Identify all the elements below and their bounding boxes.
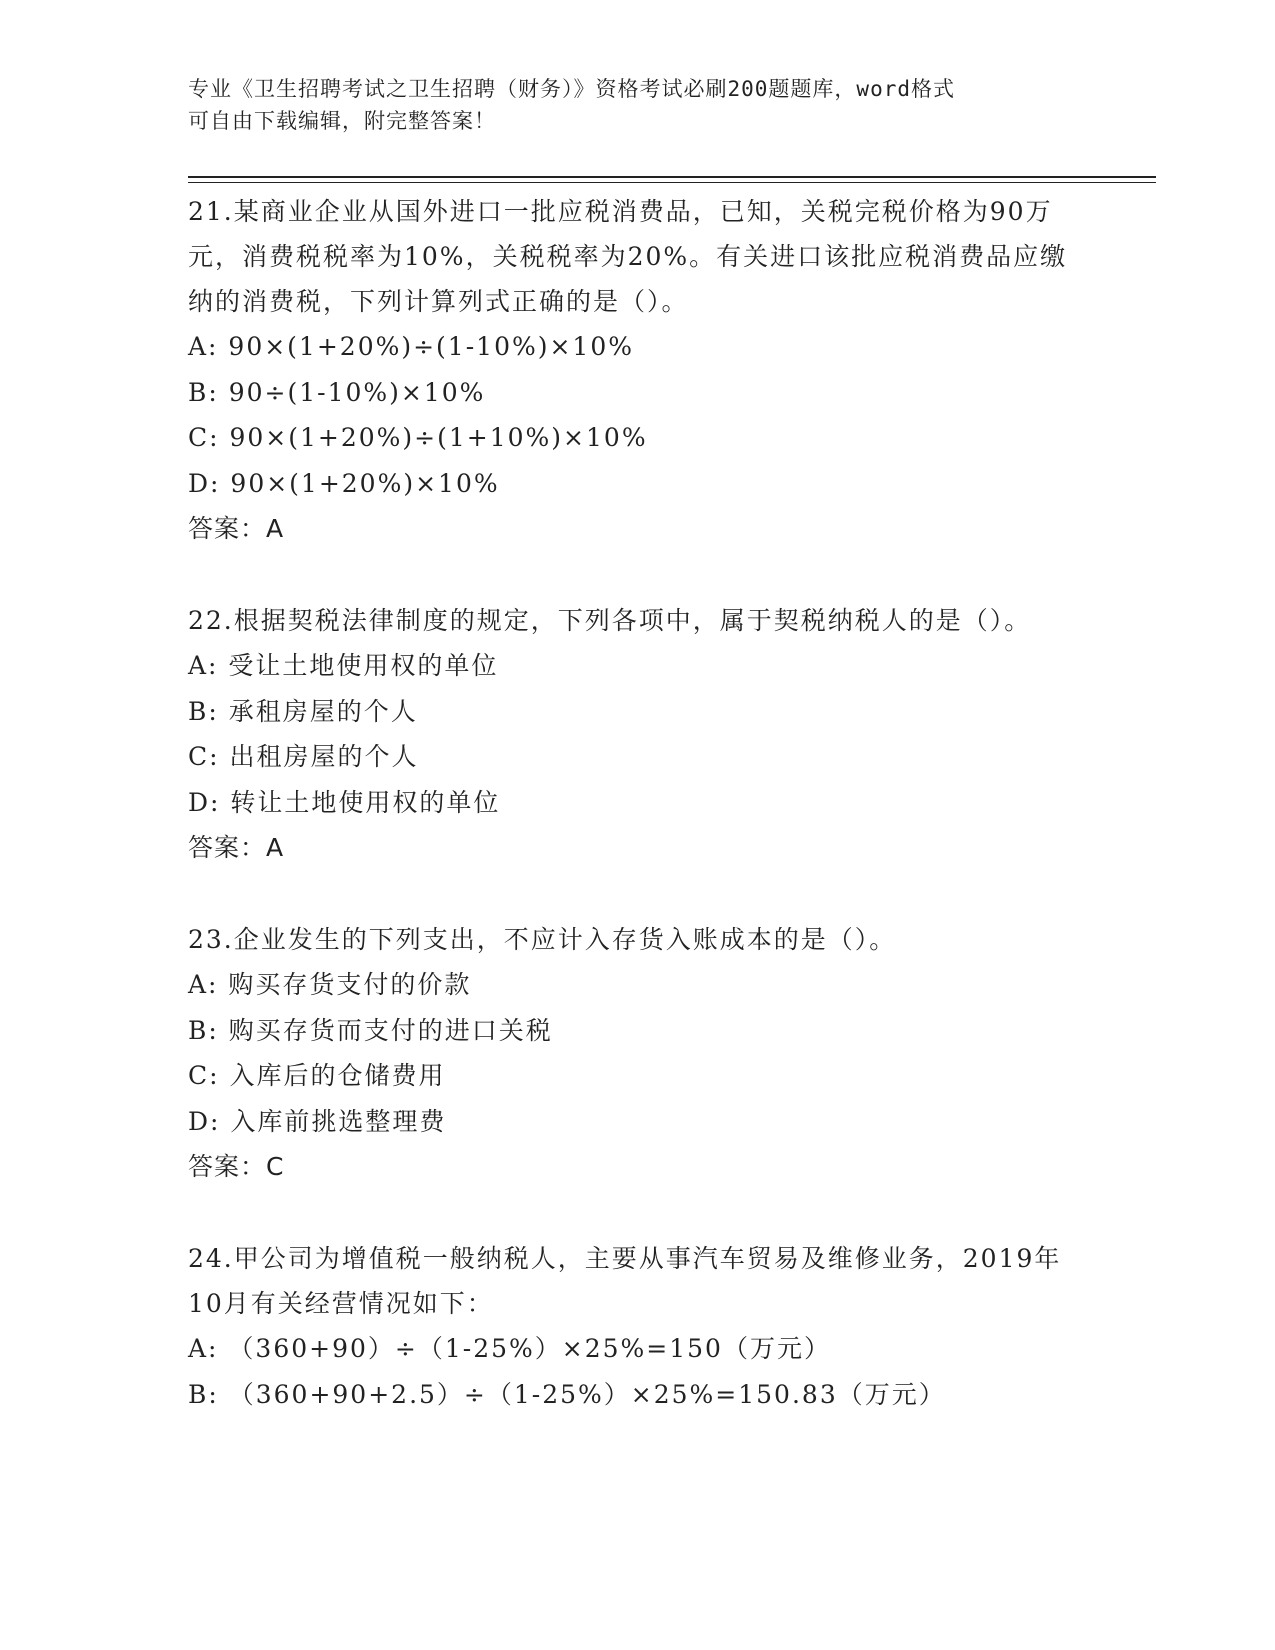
option-c: C: 90×(1+20%)÷(1+10%)×10% — [188, 423, 648, 452]
header-divider-thick — [188, 176, 1156, 178]
question-24 — [188, 1236, 1088, 1417]
question-list — [188, 189, 1088, 1463]
header-line-2: 可自由下载编辑，附完整答案！ — [188, 109, 496, 133]
option-d: D: 90×(1+20%)×10% — [188, 468, 500, 498]
question-text: 21.某商业企业从国外进口一批应税消费品，已知，关税完税价格为90万元，消费税税率为10%，关税税率为20%。有关进口该批应税消费品应缴纳的消费税，下列计算列式正确的是（）。 — [188, 197, 1068, 316]
header-divider-thin — [188, 182, 1156, 183]
option-c: C: 出租房屋的个人 — [188, 742, 419, 771]
answer: 答案：A — [188, 833, 285, 862]
option-b: B: 承租房屋的个人 — [188, 696, 418, 726]
option-b: B: 购买存货而支付的进口关税 — [188, 1015, 553, 1045]
option-d: D: 转让土地使用权的单位 — [188, 787, 501, 817]
question-text: 23.企业发生的下列支出，不应计入存货入账成本的是（）。 — [188, 925, 897, 954]
header-line-1: 专业《卫生招聘考试之卫生招聘（财务）》资格考试必刷200题题库，word格式 — [188, 77, 955, 101]
answer: 答案：A — [188, 514, 285, 543]
question-23 — [188, 917, 1088, 1190]
question-21 — [188, 189, 1088, 552]
document-header — [188, 73, 1068, 137]
option-b: B: 90÷(1-10%)×10% — [188, 377, 486, 407]
option-b: B: （360+90+2.5）÷（1-25%）×25%=150.83（万元） — [188, 1379, 946, 1409]
question-text: 24.甲公司为增值税一般纳税人，主要从事汽车贸易及维修业务，2019年10月有关经营情况如下： — [188, 1244, 1062, 1318]
option-a: A: 购买存货支付的价款 — [188, 970, 472, 999]
question-text: 22.根据契税法律制度的规定，下列各项中，属于契税纳税人的是（）。 — [188, 606, 1032, 635]
option-c: C: 入库后的仓储费用 — [188, 1061, 446, 1090]
answer: 答案：C — [188, 1152, 285, 1181]
option-a: A: （360+90）÷（1-25%）×25%=150（万元） — [188, 1334, 831, 1363]
option-a: A: 受让土地使用权的单位 — [188, 651, 499, 680]
option-a: A: 90×(1+20%)÷(1-10%)×10% — [188, 332, 634, 361]
question-22 — [188, 598, 1088, 871]
option-d: D: 入库前挑选整理费 — [188, 1106, 447, 1136]
